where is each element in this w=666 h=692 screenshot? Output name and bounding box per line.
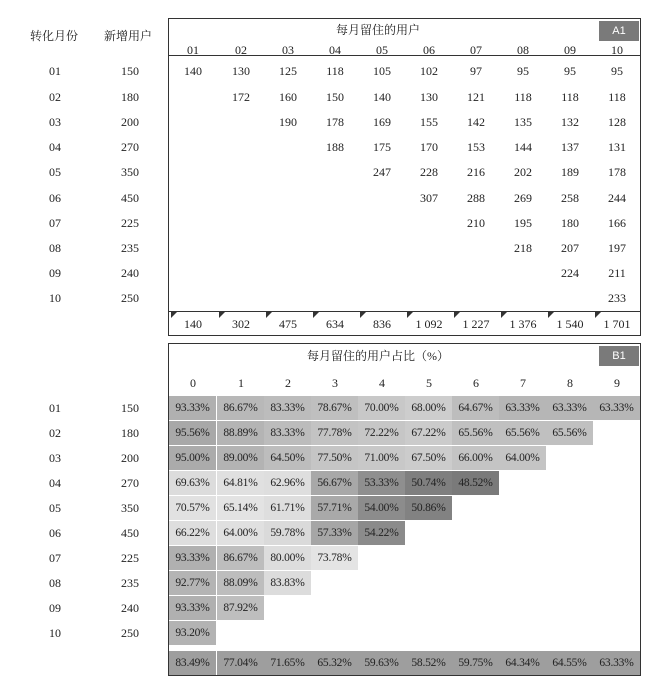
new-users-b: 200 (121, 451, 139, 465)
table-b-cell: 64.00% (499, 446, 546, 470)
table-b-total: 77.04% (217, 651, 264, 675)
table-a-cell: 102 (420, 64, 438, 78)
table-a-cell: 118 (326, 64, 344, 78)
table-a-total: 836 (373, 317, 391, 331)
table-b-cell: 68.00% (405, 396, 452, 420)
table-b-cell: 83.83% (264, 571, 311, 595)
table-a-cell: 228 (420, 165, 438, 179)
table-a-cell: 269 (514, 191, 532, 205)
table-a-cell: 118 (561, 90, 579, 104)
table-a-cell: 105 (373, 64, 391, 78)
table-b-total: 64.55% (546, 651, 593, 675)
month-label-b: 06 (49, 526, 61, 540)
month-label-b: 04 (49, 476, 61, 490)
table-b-cell: 95.00% (169, 446, 216, 470)
table-b-cell: 50.74% (405, 471, 452, 495)
table-b-cell: 83.33% (264, 421, 311, 445)
table-a-col-header: 08 (517, 43, 529, 57)
month-label-b: 07 (49, 551, 61, 565)
new-users-a: 270 (121, 140, 139, 154)
table-a-total: 1 092 (415, 317, 443, 331)
table-b-cell: 53.33% (358, 471, 405, 495)
table-b-cell: 65.56% (452, 421, 499, 445)
table-a-cell: 210 (467, 216, 485, 230)
table-a-cell: 244 (608, 191, 626, 205)
table-b-col-header: 1 (238, 376, 244, 390)
new-users-b: 240 (121, 601, 139, 615)
table-a-cell: 140 (184, 64, 202, 78)
table-a-total: 140 (184, 317, 202, 331)
table-b-cell: 88.09% (217, 571, 264, 595)
table-b-cell: 71.00% (358, 446, 405, 470)
table-b-cell: 93.20% (169, 621, 216, 645)
table-b-title: 每月留住的用户占比（%） (307, 349, 449, 363)
table-a-total: 634 (326, 317, 344, 331)
month-label-a: 06 (49, 191, 61, 205)
table-b-cell: 93.33% (169, 596, 216, 620)
table-a-cell: 118 (608, 90, 626, 104)
table-a-col-header: 02 (235, 43, 247, 57)
table-a-cell: 197 (608, 241, 626, 255)
table-b-cell: 86.67% (217, 396, 264, 420)
new-users-b: 180 (121, 426, 139, 440)
new-users-b: 270 (121, 476, 139, 490)
table-a-total-marker (266, 312, 272, 318)
table-b-cell: 70.00% (358, 396, 405, 420)
table-a-cell: 202 (514, 165, 532, 179)
table-a-total-marker (454, 312, 460, 318)
table-a-cell: 307 (420, 191, 438, 205)
table-b-cell: 56.67% (311, 471, 358, 495)
table-a-title: 每月留住的用户 (335, 23, 420, 37)
table-a-cell: 166 (608, 216, 626, 230)
table-b-cell: 54.22% (358, 521, 405, 545)
table-b-col-header: 6 (473, 376, 479, 390)
month-label-b: 10 (49, 626, 61, 640)
table-a-cell: 188 (326, 140, 344, 154)
new-users-b: 225 (121, 551, 139, 565)
table-b-cell: 83.33% (264, 396, 311, 420)
table-b-total: 59.75% (452, 651, 499, 675)
table-b-total: 59.63% (358, 651, 405, 675)
table-a-cell: 170 (420, 140, 438, 154)
table-a-cell: 132 (561, 115, 579, 129)
table-b-col-header: 7 (520, 376, 526, 390)
table-a-cell: 128 (608, 115, 626, 129)
table-a-cell: 190 (279, 115, 297, 129)
table-b-cell: 80.00% (264, 546, 311, 570)
table-b-col-header: 3 (332, 376, 338, 390)
table-a-cell: 233 (608, 291, 626, 305)
month-label-a: 09 (49, 266, 61, 280)
table-b-cell: 66.00% (452, 446, 499, 470)
table-a-total: 1 701 (603, 317, 631, 331)
table-b-badge: B1 (599, 346, 639, 366)
table-a-cell: 169 (373, 115, 391, 129)
new-users-b: 450 (121, 526, 139, 540)
table-b-cell: 62.96% (264, 471, 311, 495)
table-a-col-header: 09 (564, 43, 576, 57)
table-b-cell: 66.22% (169, 521, 216, 545)
new-users-a: 235 (121, 241, 139, 255)
table-b-total: 64.34% (499, 651, 546, 675)
table-a-cell: 121 (467, 90, 485, 104)
table-b-cell: 64.67% (452, 396, 499, 420)
table-a-cell: 144 (514, 140, 532, 154)
table-b-cell: 54.00% (358, 496, 405, 520)
table-a-cell: 207 (561, 241, 579, 255)
month-label-b: 01 (49, 401, 61, 415)
table-b-total: 83.49% (169, 651, 216, 675)
table-b-cell: 63.33% (546, 396, 593, 420)
table-a-total-marker (501, 312, 507, 318)
table-a-cell: 135 (514, 115, 532, 129)
table-b-cell: 65.56% (499, 421, 546, 445)
table-a-cell: 118 (514, 90, 532, 104)
table-a-total: 1 227 (462, 317, 490, 331)
table-b-cell: 77.50% (311, 446, 358, 470)
table-b-cell: 63.33% (499, 396, 546, 420)
table-b-col-header: 2 (285, 376, 291, 390)
table-b-cell: 64.00% (217, 521, 264, 545)
table-b-cell: 70.57% (169, 496, 216, 520)
table-b-cell: 92.77% (169, 571, 216, 595)
table-a-cell: 153 (467, 140, 485, 154)
table-b-total: 71.65% (264, 651, 311, 675)
month-label-a: 02 (49, 90, 61, 104)
table-b-cell: 73.78% (311, 546, 358, 570)
table-a-cell: 130 (420, 90, 438, 104)
table-a-cell: 130 (232, 64, 250, 78)
table-a-cell: 137 (561, 140, 579, 154)
table-b-cell: 65.56% (546, 421, 593, 445)
new-users-a: 225 (121, 216, 139, 230)
new-users-header: 新增用户 (104, 29, 153, 43)
table-a-total-marker (219, 312, 225, 318)
table-b-col-header: 8 (567, 376, 573, 390)
table-b-cell: 88.89% (217, 421, 264, 445)
month-header: 转化月份 (30, 29, 79, 43)
table-a-col-header: 05 (376, 43, 388, 57)
month-label-a: 03 (49, 115, 61, 129)
new-users-a: 200 (121, 115, 139, 129)
table-a-total-rule (168, 311, 641, 312)
table-b-cell: 57.33% (311, 521, 358, 545)
table-b-col-header: 0 (190, 376, 196, 390)
table-b-col-header: 4 (379, 376, 385, 390)
table-b-cell: 61.71% (264, 496, 311, 520)
table-b-cell: 67.22% (405, 421, 452, 445)
new-users-a: 350 (121, 165, 139, 179)
table-a-cell: 189 (561, 165, 579, 179)
new-users-a: 240 (121, 266, 139, 280)
new-users-a: 450 (121, 191, 139, 205)
table-a-total: 475 (279, 317, 297, 331)
table-a-cell: 288 (467, 191, 485, 205)
table-b-cell: 67.50% (405, 446, 452, 470)
table-b-total: 65.32% (311, 651, 358, 675)
table-a-col-header: 06 (423, 43, 435, 57)
table-a-total-marker (313, 312, 319, 318)
table-b-cell: 87.92% (217, 596, 264, 620)
month-label-b: 08 (49, 576, 61, 590)
table-a-total-marker (595, 312, 601, 318)
table-b-cell: 89.00% (217, 446, 264, 470)
table-a-cell: 155 (420, 115, 438, 129)
table-b-cell: 93.33% (169, 546, 216, 570)
table-a-cell: 218 (514, 241, 532, 255)
table-a-total-marker (171, 312, 177, 318)
month-label-a: 01 (49, 64, 61, 78)
table-a-total-marker (548, 312, 554, 318)
table-b-cell: 48.52% (452, 471, 499, 495)
table-b-cell: 77.78% (311, 421, 358, 445)
table-a-cell: 97 (470, 64, 482, 78)
table-a-cell: 131 (608, 140, 626, 154)
table-b-cell: 95.56% (169, 421, 216, 445)
new-users-a: 150 (121, 64, 139, 78)
table-a-total: 1 376 (509, 317, 537, 331)
table-b-cell: 59.78% (264, 521, 311, 545)
table-a-cell: 95 (517, 64, 529, 78)
new-users-b: 150 (121, 401, 139, 415)
table-a-cell: 95 (564, 64, 576, 78)
table-b-cell: 57.71% (311, 496, 358, 520)
month-label-b: 02 (49, 426, 61, 440)
table-b-cell: 69.63% (169, 471, 216, 495)
table-a-cell: 175 (373, 140, 391, 154)
month-label-b: 09 (49, 601, 61, 615)
table-b-cell: 64.81% (217, 471, 264, 495)
table-a-total-marker (407, 312, 413, 318)
table-a-cell: 140 (373, 90, 391, 104)
table-a-col-header: 04 (329, 43, 341, 57)
new-users-b: 350 (121, 501, 139, 515)
table-a-total: 302 (232, 317, 250, 331)
table-b-cell: 50.86% (405, 496, 452, 520)
month-label-a: 10 (49, 291, 61, 305)
table-a-cell: 172 (232, 90, 250, 104)
table-a-col-header: 10 (611, 43, 623, 57)
table-a-cell: 247 (373, 165, 391, 179)
table-b-cell: 63.33% (593, 396, 640, 420)
table-a-cell: 211 (608, 266, 626, 280)
table-a-cell: 125 (279, 64, 297, 78)
table-a-cell: 178 (326, 115, 344, 129)
new-users-a: 250 (121, 291, 139, 305)
table-a-cell: 195 (514, 216, 532, 230)
table-b-col-header: 5 (426, 376, 432, 390)
table-b-cell: 64.50% (264, 446, 311, 470)
new-users-b: 250 (121, 626, 139, 640)
table-b-cell: 86.67% (217, 546, 264, 570)
table-a-total-marker (360, 312, 366, 318)
table-a-cell: 178 (608, 165, 626, 179)
table-a-total: 1 540 (556, 317, 584, 331)
table-a-col-header: 03 (282, 43, 294, 57)
table-a-cell: 160 (279, 90, 297, 104)
table-b-col-header: 9 (614, 376, 620, 390)
table-b-total: 63.33% (593, 651, 640, 675)
table-a-badge: A1 (599, 21, 639, 41)
table-b-cell: 72.22% (358, 421, 405, 445)
new-users-a: 180 (121, 90, 139, 104)
table-a-col-header: 07 (470, 43, 482, 57)
table-a-cell: 150 (326, 90, 344, 104)
table-b-cell: 78.67% (311, 396, 358, 420)
table-a-cell: 142 (467, 115, 485, 129)
month-label-b: 03 (49, 451, 61, 465)
table-a-col-header: 01 (187, 43, 199, 57)
month-label-a: 07 (49, 216, 61, 230)
table-a-cell: 180 (561, 216, 579, 230)
table-a-cell: 224 (561, 266, 579, 280)
table-a-cell: 95 (611, 64, 623, 78)
table-b-cell: 65.14% (217, 496, 264, 520)
new-users-b: 235 (121, 576, 139, 590)
month-label-a: 08 (49, 241, 61, 255)
table-a-cell: 216 (467, 165, 485, 179)
month-label-a: 04 (49, 140, 61, 154)
month-label-a: 05 (49, 165, 61, 179)
table-b-total: 58.52% (405, 651, 452, 675)
table-b-cell: 93.33% (169, 396, 216, 420)
month-label-b: 05 (49, 501, 61, 515)
table-a-cell: 258 (561, 191, 579, 205)
